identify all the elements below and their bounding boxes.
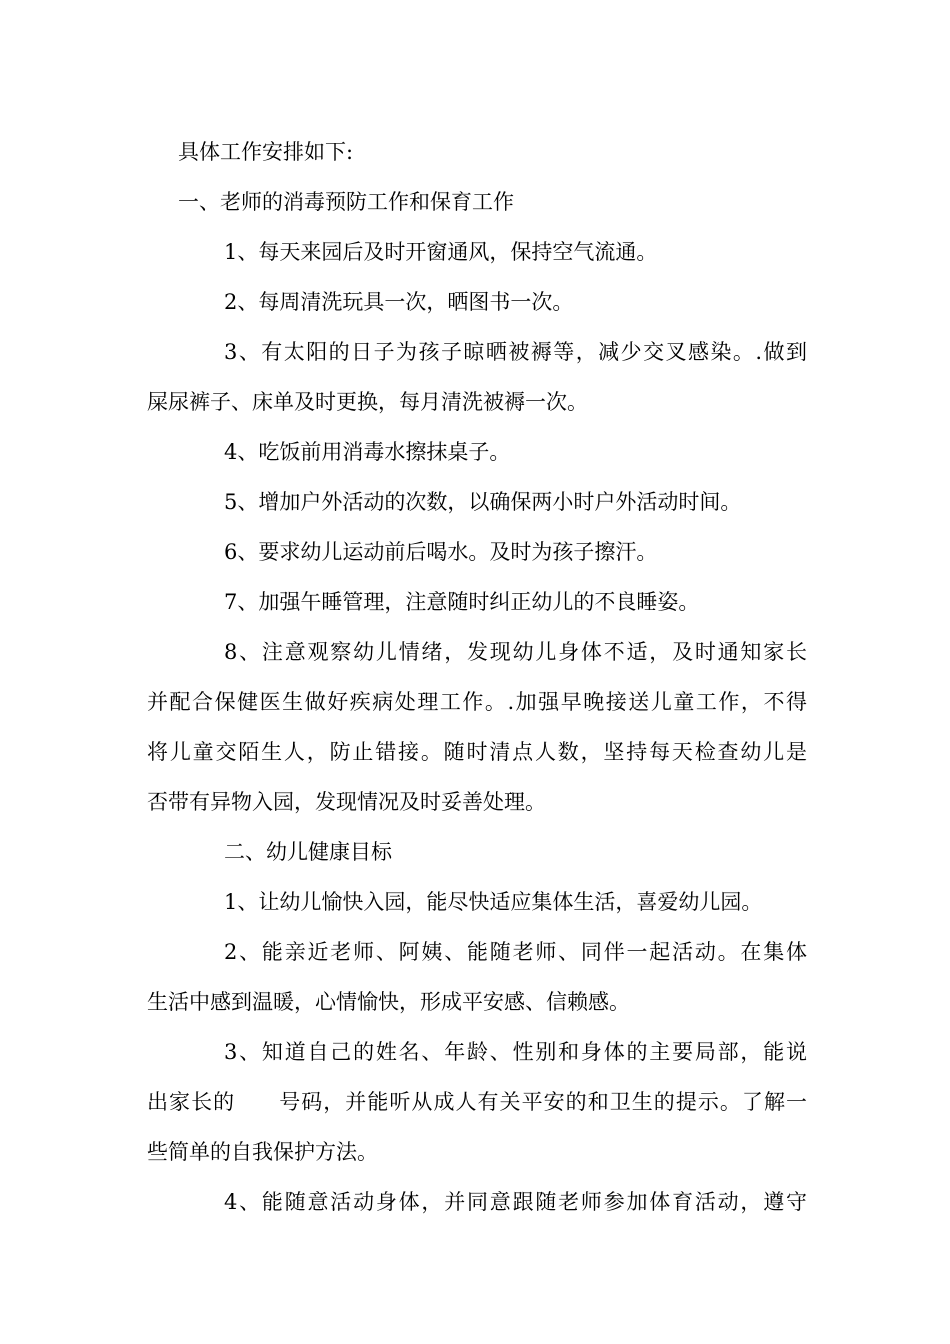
paragraph-line: 生活中感到温暖，心情愉快，形成平安感、信赖感。 <box>147 990 630 1014</box>
list-item: 8、注意观察幼儿情绪，发现幼儿身体不适，及时通知家长 <box>224 640 807 664</box>
section-heading: 一、老师的消毒预防工作和保育工作 <box>178 190 514 214</box>
list-item: 1、让幼儿愉快入园，能尽快适应集体生活，喜爱幼儿园。 <box>224 890 763 914</box>
paragraph-line: 否带有异物入园，发现情况及时妥善处理。 <box>147 790 546 814</box>
list-item: 7、加强午睡管理，注意随时纠正幼儿的不良睡姿。 <box>224 590 700 614</box>
paragraph-line: 些简单的自我保护方法。 <box>147 1140 378 1164</box>
list-item: 4、吃饭前用消毒水擦抹桌子。 <box>224 440 511 464</box>
paragraph-line: 屎尿裤子、床单及时更换，每月清洗被褥一次。 <box>147 390 588 414</box>
list-item: 3、知道自己的姓名、年龄、性别和身体的主要局部，能说 <box>224 1040 807 1064</box>
list-item: 3、有太阳的日子为孩子晾晒被褥等，减少交叉感染。.做到 <box>224 340 807 364</box>
paragraph-line: 并配合保健医生做好疾病处理工作。.加强早晚接送儿童工作，不得 <box>147 690 807 714</box>
list-item: 6、要求幼儿运动前后喝水。及时为孩子擦汗。 <box>224 540 658 564</box>
paragraph-line: 具体工作安排如下: <box>178 140 354 164</box>
list-item: 2、每周清洗玩具一次，晒图书一次。 <box>224 290 574 314</box>
section-heading: 二、幼儿健康目标 <box>224 840 392 864</box>
list-item: 4、能随意活动身体，并同意跟随老师参加体育活动，遵守 <box>224 1190 807 1214</box>
list-item: 2、能亲近老师、阿姨、能随老师、同伴一起活动。在集体 <box>224 940 807 964</box>
paragraph-line: 将儿童交陌生人，防止错接。随时清点人数，坚持每天检查幼儿是 <box>147 740 807 764</box>
paragraph-line: 出家长的 号码，并能听从成人有关平安的和卫生的提示。了解一 <box>147 1090 807 1114</box>
list-item: 1、每天来园后及时开窗通风，保持空气流通。 <box>224 240 658 264</box>
list-item: 5、增加户外活动的次数，以确保两小时户外活动时间。 <box>224 490 742 514</box>
